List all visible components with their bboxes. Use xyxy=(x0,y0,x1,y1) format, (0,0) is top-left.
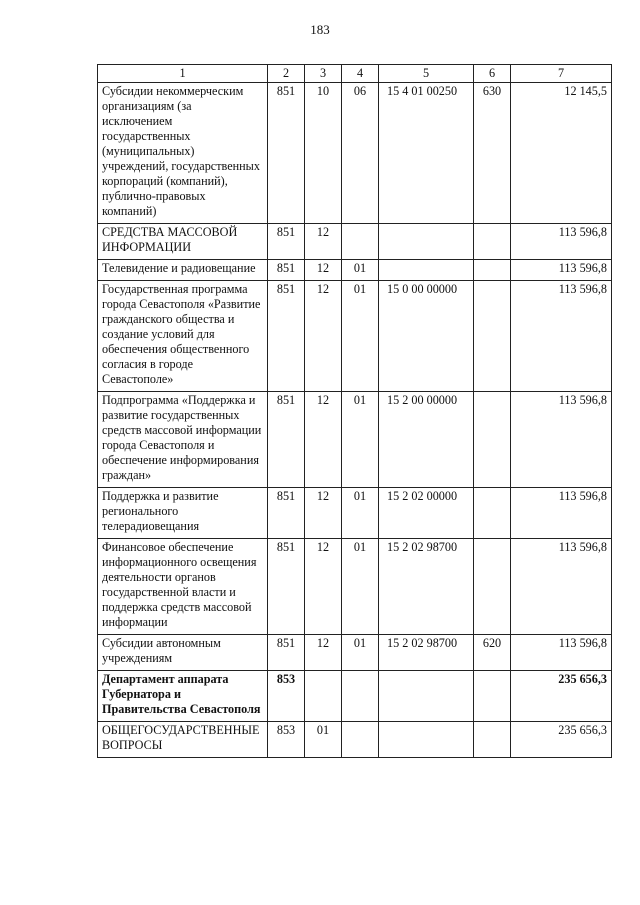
row-name: Финансовое обеспечение информационного освещения деятельности органов государственной власти и поддержка средств массовой информации xyxy=(98,539,268,635)
row-code-subsection: 01 xyxy=(342,635,379,671)
row-code-ministry: 851 xyxy=(268,260,305,281)
row-name: ОБЩЕГОСУДАРСТВЕННЫЕ ВОПРОСЫ xyxy=(98,722,268,758)
row-amount: 113 596,8 xyxy=(511,281,612,392)
row-code-target: 15 2 02 98700 xyxy=(379,539,474,635)
row-code-target: 15 2 02 00000 xyxy=(379,488,474,539)
row-amount: 235 656,3 xyxy=(511,722,612,758)
row-code-expense-type: 620 xyxy=(474,635,511,671)
row-code-expense-type: 630 xyxy=(474,83,511,224)
row-name: Телевидение и радиовещание xyxy=(98,260,268,281)
row-code-target xyxy=(379,671,474,722)
row-code-ministry: 851 xyxy=(268,392,305,488)
row-code-target xyxy=(379,224,474,260)
row-name: Субсидии некоммерческим организациям (за исключением государственных (муниципальных) учреждений, государственных корпораций (компаний), публично-правовых компаний) xyxy=(98,83,268,224)
row-code-subsection: 01 xyxy=(342,260,379,281)
row-code-expense-type xyxy=(474,488,511,539)
row-code-subsection xyxy=(342,722,379,758)
row-amount: 113 596,8 xyxy=(511,635,612,671)
table-row xyxy=(98,281,612,392)
column-header-2: 2 xyxy=(268,65,305,83)
row-code-section: 01 xyxy=(305,722,342,758)
row-amount: 12 145,5 xyxy=(511,83,612,224)
row-code-ministry: 851 xyxy=(268,488,305,539)
row-code-section: 12 xyxy=(305,224,342,260)
row-code-subsection xyxy=(342,224,379,260)
row-code-subsection xyxy=(342,671,379,722)
table-row xyxy=(98,392,612,488)
row-code-ministry: 851 xyxy=(268,83,305,224)
header-row xyxy=(98,65,612,83)
row-code-expense-type xyxy=(474,260,511,281)
row-amount: 113 596,8 xyxy=(511,392,612,488)
row-code-ministry: 853 xyxy=(268,722,305,758)
row-code-target xyxy=(379,260,474,281)
column-header-7: 7 xyxy=(511,65,612,83)
row-code-expense-type xyxy=(474,392,511,488)
row-code-section: 12 xyxy=(305,488,342,539)
column-header-5: 5 xyxy=(379,65,474,83)
table-row xyxy=(98,260,612,281)
row-code-target: 15 4 01 00250 xyxy=(379,83,474,224)
row-name: Департамент аппарата Губернатора и Правительства Севастополя xyxy=(98,671,268,722)
row-code-target: 15 0 00 00000 xyxy=(379,281,474,392)
row-name: Поддержка и развитие регионального телерадиовещания xyxy=(98,488,268,539)
row-code-section: 12 xyxy=(305,281,342,392)
row-code-target: 15 2 02 98700 xyxy=(379,635,474,671)
row-code-expense-type xyxy=(474,281,511,392)
row-amount: 235 656,3 xyxy=(511,671,612,722)
row-code-ministry: 851 xyxy=(268,281,305,392)
row-name: СРЕДСТВА МАССОВОЙ ИНФОРМАЦИИ xyxy=(98,224,268,260)
table-row xyxy=(98,539,612,635)
row-code-section: 12 xyxy=(305,539,342,635)
row-name: Субсидии автономным учреждениям xyxy=(98,635,268,671)
row-code-section xyxy=(305,671,342,722)
row-code-section: 12 xyxy=(305,260,342,281)
page-number: 183 xyxy=(310,22,330,37)
row-code-expense-type xyxy=(474,539,511,635)
row-code-expense-type xyxy=(474,671,511,722)
column-header-1: 1 xyxy=(98,65,268,83)
row-amount: 113 596,8 xyxy=(511,539,612,635)
row-code-subsection: 01 xyxy=(342,392,379,488)
row-code-subsection: 01 xyxy=(342,281,379,392)
table-row xyxy=(98,722,612,758)
row-code-subsection: 01 xyxy=(342,488,379,539)
table-row xyxy=(98,224,612,260)
row-code-ministry: 851 xyxy=(268,635,305,671)
row-code-ministry: 851 xyxy=(268,224,305,260)
table-row xyxy=(98,635,612,671)
row-code-section: 10 xyxy=(305,83,342,224)
row-name: Государственная программа города Севастополя «Развитие гражданского общества и создание условий для обеспечения общественного согласия в городе Севастополе» xyxy=(98,281,268,392)
column-header-3: 3 xyxy=(305,65,342,83)
row-code-section: 12 xyxy=(305,635,342,671)
table-row xyxy=(98,671,612,722)
budget-table xyxy=(97,64,612,758)
row-amount: 113 596,8 xyxy=(511,260,612,281)
column-header-6: 6 xyxy=(474,65,511,83)
row-code-subsection: 06 xyxy=(342,83,379,224)
row-amount: 113 596,8 xyxy=(511,224,612,260)
table-row xyxy=(98,83,612,224)
row-code-ministry: 853 xyxy=(268,671,305,722)
row-amount: 113 596,8 xyxy=(511,488,612,539)
row-code-target xyxy=(379,722,474,758)
row-name: Подпрограмма «Поддержка и развитие государственных средств массовой информации города Севастополя и обеспечение информирования граждан» xyxy=(98,392,268,488)
table-row xyxy=(98,488,612,539)
row-code-expense-type xyxy=(474,722,511,758)
row-code-subsection: 01 xyxy=(342,539,379,635)
column-header-4: 4 xyxy=(342,65,379,83)
row-code-ministry: 851 xyxy=(268,539,305,635)
row-code-expense-type xyxy=(474,224,511,260)
row-code-section: 12 xyxy=(305,392,342,488)
row-code-target: 15 2 00 00000 xyxy=(379,392,474,488)
